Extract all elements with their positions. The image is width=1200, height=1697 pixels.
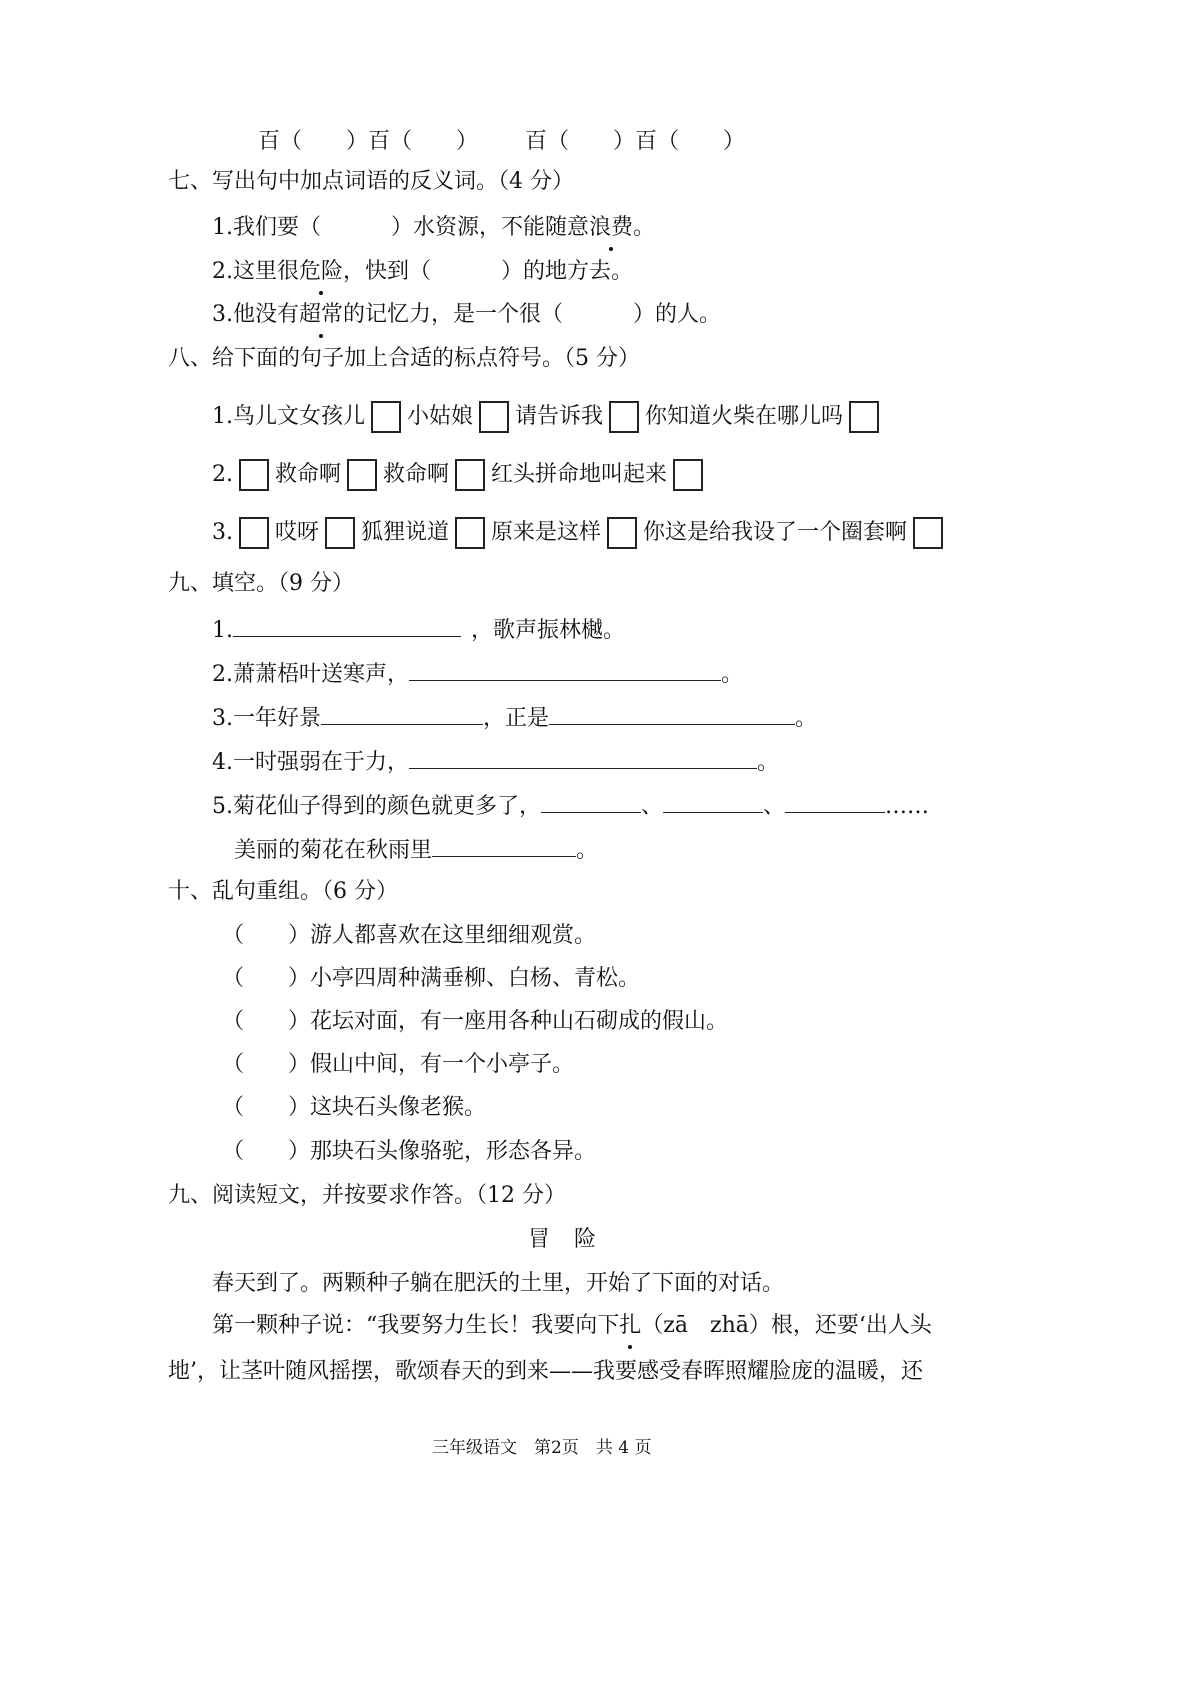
answer-blank[interactable] [233, 614, 461, 637]
punct-box[interactable] [673, 459, 703, 491]
q8-item-2: 2. 救命啊 救命啊 红头拼命地叫起来 [212, 459, 709, 491]
punct-box[interactable] [239, 517, 269, 549]
q9-item-3: 3.一年好景 ，正是 。 [212, 702, 817, 735]
punct-box[interactable] [849, 401, 879, 433]
answer-blank[interactable] [549, 702, 795, 725]
q9-item-5b: 美丽的菊花在秋雨里 。 [234, 834, 598, 867]
order-paren: （ ） [222, 1009, 311, 1034]
reorder-item: （ ）小亭四周种满垂柳、白杨、青松。 [222, 963, 640, 995]
q7-heading: 七、写出句中加点词语的反义词。（4 分） [168, 169, 574, 194]
hundred-row-right: 百（ ）百（ ） [525, 129, 746, 154]
passage-paragraph-2-cont: 地’，让茎叶随风摇摆，歌颂春天的到来——我要感受春晖照耀脸庞的温暖，还 [168, 1359, 923, 1384]
reorder-item: （ ）那块石头像骆驼，形态各异。 [222, 1136, 596, 1168]
answer-blank[interactable] [785, 790, 885, 813]
punct-box[interactable] [913, 517, 943, 549]
answer-blank[interactable] [432, 834, 576, 857]
page-footer: 三年级语文 第2页 共 4 页 [432, 1438, 652, 1458]
q9-heading: 九、填空。（9 分） [168, 571, 354, 596]
passage-paragraph-1: 春天到了。两颗种子躺在肥沃的土里，开始了下面的对话。 [212, 1271, 785, 1296]
punct-box[interactable] [479, 401, 509, 433]
reorder-item: （ ）花坛对面，有一座用各种山石砌成的假山。 [222, 1006, 728, 1038]
punct-box[interactable] [455, 459, 485, 491]
answer-blank[interactable] [409, 746, 757, 769]
punct-box[interactable] [607, 517, 637, 549]
q7-item-1: 1.我们要（ ）水资源，不能随意浪费。 [212, 212, 655, 244]
answer-blank[interactable] [409, 658, 721, 681]
order-paren: （ ） [222, 966, 311, 991]
punct-box[interactable] [239, 459, 269, 491]
q9-item-4: 4.一时强弱在于力， 。 [212, 746, 779, 779]
dotted-word: 危险 [299, 256, 343, 288]
reorder-item: （ ）假山中间，有一个小亭子。 [222, 1049, 574, 1081]
reading-heading: 九、阅读短文，并按要求作答。（12 分） [168, 1183, 566, 1208]
q9-item-5: 5.菊花仙子得到的颜色就更多了， 、 、 …… [212, 790, 929, 823]
punct-box[interactable] [609, 401, 639, 433]
q8-item-3: 3. 哎呀 狐狸说道 原来是这样 你这是给我设了一个圈套啊 [212, 517, 949, 549]
passage-title: 冒险 [528, 1227, 621, 1252]
hundred-row-left: 百（ ）百（ ） [258, 129, 479, 154]
punct-box[interactable] [325, 517, 355, 549]
order-paren: （ ） [222, 1095, 311, 1120]
punct-box[interactable] [371, 401, 401, 433]
reorder-item: （ ）游人都喜欢在这里细细观赏。 [222, 920, 596, 952]
q8-heading: 八、给下面的句子加上合适的标点符号。（5 分） [168, 346, 640, 371]
answer-blank[interactable] [663, 790, 763, 813]
passage-paragraph-2: 第一颗种子说：“我要努力生长！我要向下扎（zā zhā）根，还要‘出人头 [212, 1310, 932, 1342]
order-paren: （ ） [222, 923, 311, 948]
order-paren: （ ） [222, 1052, 311, 1077]
reorder-item: （ ）这块石头像老猴。 [222, 1092, 486, 1124]
q7-item-3: 3.他没有超常的记忆力，是一个很（ ）的人。 [212, 299, 721, 331]
q9-item-1: 1. ，歌声振林樾。 [212, 614, 625, 647]
order-paren: （ ） [222, 1139, 311, 1164]
answer-blank[interactable] [321, 702, 483, 725]
dotted-word: 超常 [299, 299, 343, 331]
answer-blank[interactable] [541, 790, 641, 813]
q7-item-2: 2.这里很危险，快到（ ）的地方去。 [212, 256, 633, 288]
dotted-char: 扎 [619, 1310, 641, 1342]
punct-box[interactable] [455, 517, 485, 549]
q8-item-1: 1.鸟儿文女孩儿 小姑娘 请告诉我 你知道火柴在哪儿吗 [212, 401, 885, 433]
q10-heading: 十、乱句重组。（6 分） [168, 879, 398, 904]
punct-box[interactable] [347, 459, 377, 491]
q9-item-2: 2.萧萧梧叶送寒声， 。 [212, 658, 743, 691]
dotted-word: 浪费 [589, 212, 633, 244]
